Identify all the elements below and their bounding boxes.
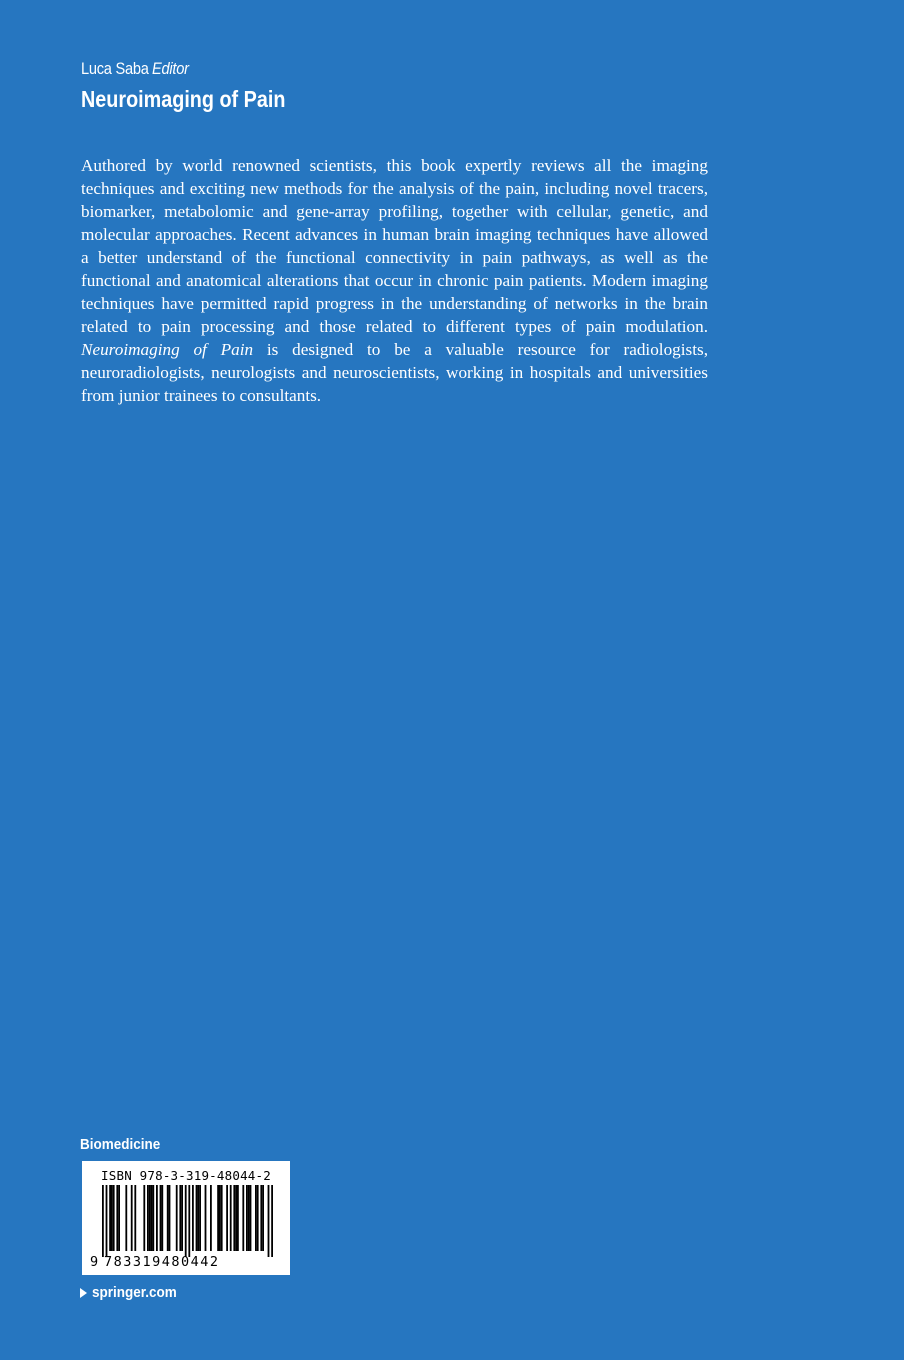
editor-line — [81, 58, 285, 80]
barcode-bar — [106, 1185, 108, 1257]
description-part-1: Authored by world renowned scientists, this book expertly reviews all the imaging techniques and exciting new methods for the analysis of the pain, including novel tracers, biomarker, metabolomic and gene-array profiling, together with cellular, genetic, and molecular approaches. Recent advances in human brain imaging techniques have allowed a better understand of the functional connectivity in pain pathways, as well as the functional and anatomical alterations that occur in chronic pain patients. Modern imaging techniques have permitted rapid progress in the understanding of networks in the brain related to pain processing and those related to different types of pain modulation. — [81, 156, 708, 336]
barcode-bar — [262, 1185, 264, 1251]
barcode-bar — [160, 1185, 162, 1251]
barcode-bar — [235, 1185, 237, 1251]
barcode-bar — [116, 1185, 118, 1251]
barcode-bar — [199, 1185, 201, 1251]
barcode-bar — [167, 1185, 169, 1251]
barcode-bar — [151, 1185, 153, 1251]
editor-name: Luca Saba — [81, 59, 149, 78]
barcode-bar — [205, 1185, 207, 1251]
barcode-bar — [250, 1185, 252, 1251]
barcode-bar — [181, 1185, 183, 1251]
description-italic-title: Neuroimaging of Pain — [81, 340, 254, 359]
barcode-bar — [233, 1185, 235, 1251]
website-url: springer.com — [92, 1284, 177, 1301]
barcode-bar — [169, 1185, 171, 1251]
ean-first-digit: 9 — [90, 1254, 99, 1270]
publisher-website[interactable] — [80, 1283, 186, 1303]
triangle-arrow-icon — [80, 1288, 87, 1298]
barcode-bar — [217, 1185, 219, 1251]
barcode-bar — [149, 1185, 151, 1251]
barcode-bar — [147, 1185, 149, 1251]
barcode-bar — [255, 1185, 257, 1251]
barcode-bar — [248, 1185, 250, 1251]
barcode-bar — [219, 1185, 221, 1251]
barcode-bar — [246, 1185, 248, 1251]
description-part-2: is designed to be a valuable resource for radiologists, neuroradiologists, neurologists and neuroscientists, working in hospitals and universities from junior trainees to consultants. — [81, 340, 708, 405]
barcode-bar — [192, 1185, 194, 1251]
barcode-bar — [176, 1185, 178, 1251]
barcode-bar — [226, 1185, 228, 1251]
barcode-bar — [179, 1185, 181, 1251]
cover-header — [81, 58, 319, 114]
barcode-bar — [185, 1185, 187, 1257]
book-title: Neuroimaging of Pain — [81, 86, 286, 112]
barcode-bar — [242, 1185, 244, 1251]
barcode-bar — [197, 1185, 199, 1251]
barcode-bar — [143, 1185, 145, 1251]
isbn-label: ISBN 978-3-319-48044-2 — [101, 1168, 271, 1183]
barcode-bar — [237, 1185, 239, 1251]
subject-category: Biomedicine — [80, 1136, 161, 1153]
barcode-bars — [90, 1185, 282, 1257]
isbn-barcode — [82, 1161, 290, 1275]
barcode-bar — [161, 1185, 163, 1251]
barcode-bar — [109, 1185, 111, 1251]
barcode-bar — [188, 1185, 190, 1257]
barcode-bar — [156, 1185, 158, 1251]
barcode-bar — [221, 1185, 223, 1251]
barcode-bar — [111, 1185, 113, 1251]
barcode-bar — [134, 1185, 136, 1251]
barcode-bar — [257, 1185, 259, 1251]
barcode-bar — [152, 1185, 154, 1251]
book-description — [81, 154, 708, 407]
barcode-bar — [271, 1185, 273, 1257]
barcode-bar — [260, 1185, 262, 1251]
barcode-bar — [118, 1185, 120, 1251]
barcode-bar — [196, 1185, 198, 1251]
barcode-bar — [125, 1185, 127, 1251]
barcode-bar — [113, 1185, 115, 1251]
barcode-bar — [131, 1185, 133, 1251]
barcode-bar — [102, 1185, 104, 1257]
editor-role: Editor — [152, 59, 189, 78]
barcode-bar — [210, 1185, 212, 1251]
ean-remaining-digits: 783319480442 — [104, 1254, 220, 1270]
barcode-bar — [230, 1185, 232, 1251]
barcode-bar — [268, 1185, 270, 1257]
